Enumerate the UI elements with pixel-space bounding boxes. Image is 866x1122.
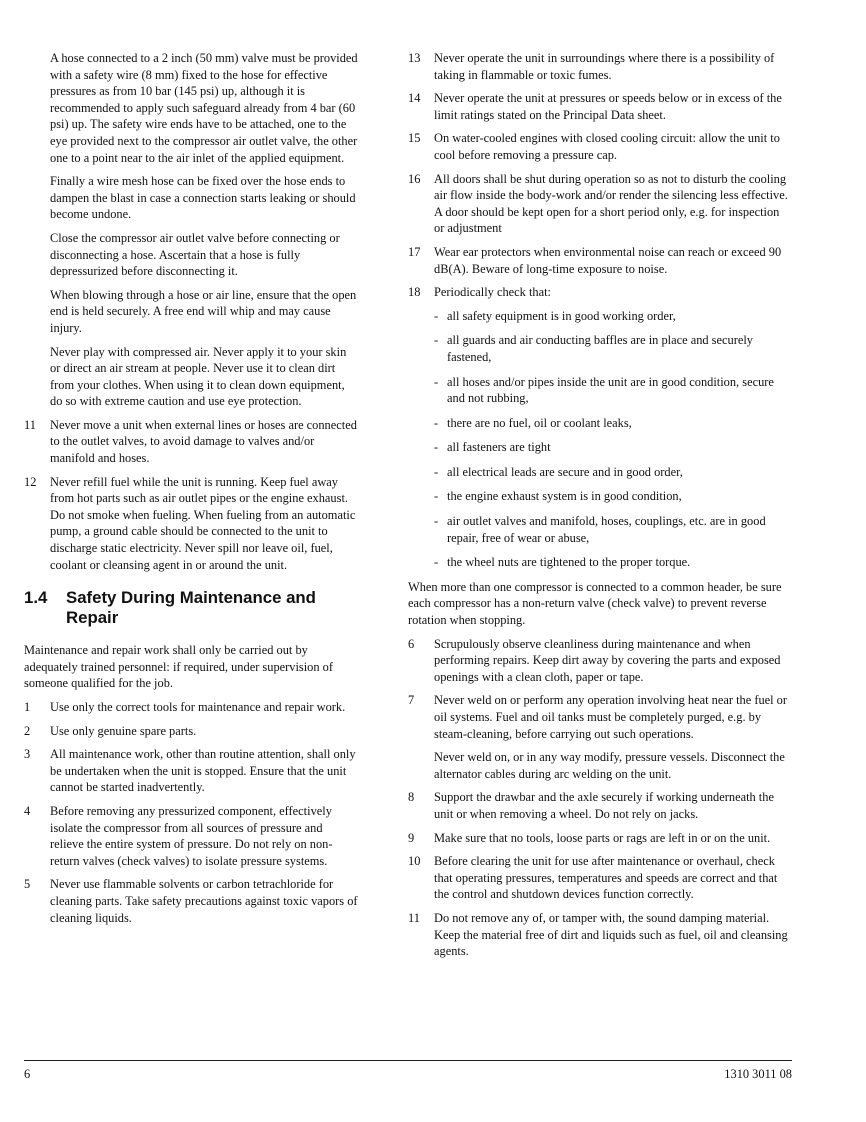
item-text: Make sure that no tools, loose parts or rags are left in or on the unit. (434, 830, 771, 845)
item-text: Do not remove any of, or tamper with, the sound damping material. Keep the material free of dirt and liquids such as fuel, oil and cleansing agents. (434, 910, 788, 959)
list-item (408, 130, 788, 163)
check-item: - all fasteners are tight (434, 440, 551, 455)
paragraph: Close the compressor air outlet valve before connecting or disconnecting a hose. Ascertain that a hose is fully depressurized before disconnecting it. (50, 230, 340, 279)
item-text: Never operate the unit at pressures or speeds below or in excess of the limit ratings stated on the Principal Data sheet. (434, 91, 782, 122)
list-item (24, 474, 359, 574)
list-item (408, 692, 788, 782)
check-list (434, 308, 788, 571)
item-text: Never use flammable solvents or carbon tetrachloride for cleaning parts. Take safety precautions against toxic vapors of cleaning liquids. (50, 877, 358, 925)
paragraph: Never play with compressed air. Never apply it to your skin or direct an air stream at people. Never use it to clean dirt from your clothes. When using it to clean down equipment, do so with extreme caution and use eye protection. (50, 344, 347, 409)
check-item: - all guards and air conducting baffles are in place and securely fastened, (434, 333, 753, 364)
item-text: Never weld on, or in any way modify, pressure vessels. Disconnect the alternator cables during arc welding on the unit. (434, 750, 785, 781)
check-item: - all safety equipment is in good working order, (434, 308, 676, 323)
footer-divider (24, 1060, 792, 1061)
item-number: 6 (408, 636, 415, 651)
list-item (24, 803, 359, 869)
item-text: Periodically check that: (434, 285, 551, 300)
item-text: Never refill fuel while the unit is running. Keep fuel away from hot parts such as air outlet pipes or the engine exhaust. Do not smoke when fueling. When fueling from an automatic pump, a ground cable should be connected to the unit to discharge static electricity. Never spill nor leave oil, fuel, coolant or cleansing agent in or around the unit. (50, 474, 356, 572)
item-number: 2 (24, 723, 31, 738)
section-heading (24, 588, 359, 628)
list-item (408, 244, 788, 277)
item-text: Use only the correct tools for maintenance and repair work. (50, 700, 346, 714)
check-item: - all electrical leads are secure and in good order, (434, 464, 683, 479)
item-text: All doors shall be shut during operation so as not to disturb the cooling air flow inside the body-work and/or render the silencing less effective. A door should be kept open for a short period only, e.g. for inspection or adjustment (434, 171, 788, 236)
item-number: 7 (408, 693, 415, 708)
item-text: All maintenance work, other than routine attention, shall only be undertaken when the unit is stopped. Ensure that the unit cannot be started inadvertently. (50, 747, 356, 795)
list-item (24, 876, 359, 926)
item-number: 4 (24, 803, 31, 818)
item-text: Never weld on or perform any operation involving heat near the fuel or oil systems. Fuel and oil tanks must be completely purged, e.g. by steam-cleaning, before carrying out such operations. (434, 693, 788, 741)
item-number: 8 (408, 790, 415, 805)
item-number: 9 (408, 830, 415, 845)
dash-bullet: - (434, 308, 439, 323)
dash-bullet: - (434, 374, 439, 389)
paragraph: When blowing through a hose or air line, ensure that the open end is held securely. A free end will whip and may cause injury. (50, 287, 357, 335)
dash-bullet: - (434, 333, 439, 348)
list-item (408, 789, 788, 822)
item-number: 5 (24, 877, 31, 892)
item-text: On water-cooled engines with closed cooling circuit: allow the unit to cool before removing a pressure cap. (434, 131, 780, 162)
item-text: Scrupulously observe cleanliness during maintenance and when performing repairs. Keep dirt away by covering the parts and exposed openings with a clean cloth, paper or tape. (434, 636, 781, 684)
list-item (24, 723, 359, 740)
list-item-periodic-check (408, 284, 788, 301)
dash-bullet: - (434, 489, 439, 504)
item-text: Before removing any pressurized component, effectively isolate the compressor from all sources of pressure and relieve the entire system of pressure. Do not rely on non-return valves (check valves) to isolate pressure systems. (50, 803, 333, 868)
dash-bullet: - (434, 514, 439, 529)
item-number: 14 (408, 91, 421, 106)
item-number: 15 (408, 131, 421, 146)
page-number: 6 (24, 1067, 31, 1081)
item-number: 16 (408, 171, 421, 186)
list-item (408, 910, 788, 960)
paragraph: When more than one compressor is connected to a common header, be sure each compressor has a non-return valve (check valve) to prevent reverse rotation when stopping. (408, 579, 782, 628)
item-number: 12 (24, 474, 37, 489)
list-item (408, 171, 788, 237)
list-item (408, 636, 788, 686)
section-title: Safety During Maintenance and Repair (66, 588, 316, 628)
section-number: 1.4 (24, 588, 48, 608)
check-item: - all hoses and/or pipes inside the unit are in good condition, secure and not rubbing, (434, 374, 774, 406)
item-number: 3 (24, 747, 31, 762)
section-intro: Maintenance and repair work shall only be carried out by adequately trained personnel: if required, under supervision of someone qualified for the job. (24, 643, 333, 691)
dash-bullet: - (434, 555, 439, 570)
list-item (408, 50, 788, 83)
item-text: Never move a unit when external lines or hoses are connected to the outlet valves, to avoid damage to valves and/or manifold and hoses. (50, 417, 357, 466)
item-text: Before clearing the unit for use after maintenance or overhaul, check that operating pressures, temperatures and speeds are correct and that the control and shutdown devices function correctly. (434, 854, 778, 902)
item-number: 11 (408, 910, 420, 925)
dash-bullet: - (434, 440, 439, 455)
item-number: 17 (408, 244, 421, 259)
check-item: - the engine exhaust system is in good condition, (434, 489, 682, 504)
list-item (24, 699, 359, 716)
item-number: 1 (24, 700, 31, 714)
item-text: Support the drawbar and the axle securely if working underneath the unit or when removing a wheel. Do not rely on jacks. (434, 790, 774, 821)
item-number: 11 (24, 417, 36, 432)
check-item: - the wheel nuts are tightened to the proper torque. (434, 555, 691, 570)
list-item (24, 417, 359, 467)
item-text: Use only genuine spare parts. (50, 723, 197, 738)
list-item (408, 90, 788, 123)
paragraph: Finally a wire mesh hose can be fixed over the hose ends to dampen the blast in case a connection starts leaking or should become undone. (50, 174, 356, 222)
dash-bullet: - (434, 415, 439, 430)
paragraph: A hose connected to a 2 inch (50 mm) valve must be provided with a safety wire (8 mm) fixed to the hose for effective pressures as from 10 bar (145 psi) up, although it is recommended to apply such safeguard already from 4 bar (60 psi) up. The safety wire ends have to be attached, one to the eye provided next to the compressor air outlet valve, the other one to a point near to the air inlet of the applied equipment. (50, 51, 358, 165)
item-number: 10 (408, 854, 421, 869)
check-item: - air outlet valves and manifold, hoses, couplings, etc. are in good repair, free of wear or abuse, (434, 514, 766, 545)
item-text: Never operate the unit in surroundings where there is a possibility of taking in flammable or toxic fumes. (434, 51, 775, 82)
dash-bullet: - (434, 464, 439, 479)
item-text: Wear ear protectors when environmental noise can reach or exceed 90 dB(A). Beware of long-time exposure to noise. (434, 244, 782, 276)
right-column (408, 50, 788, 967)
list-item (24, 746, 359, 796)
item-number: 13 (408, 51, 421, 65)
check-item: - there are no fuel, oil or coolant leaks, (434, 415, 632, 430)
document-number: 1310 3011 08 (724, 1067, 792, 1081)
list-item (408, 853, 788, 903)
item-number: 18 (408, 285, 421, 300)
list-item (408, 830, 788, 847)
left-column (24, 50, 359, 933)
